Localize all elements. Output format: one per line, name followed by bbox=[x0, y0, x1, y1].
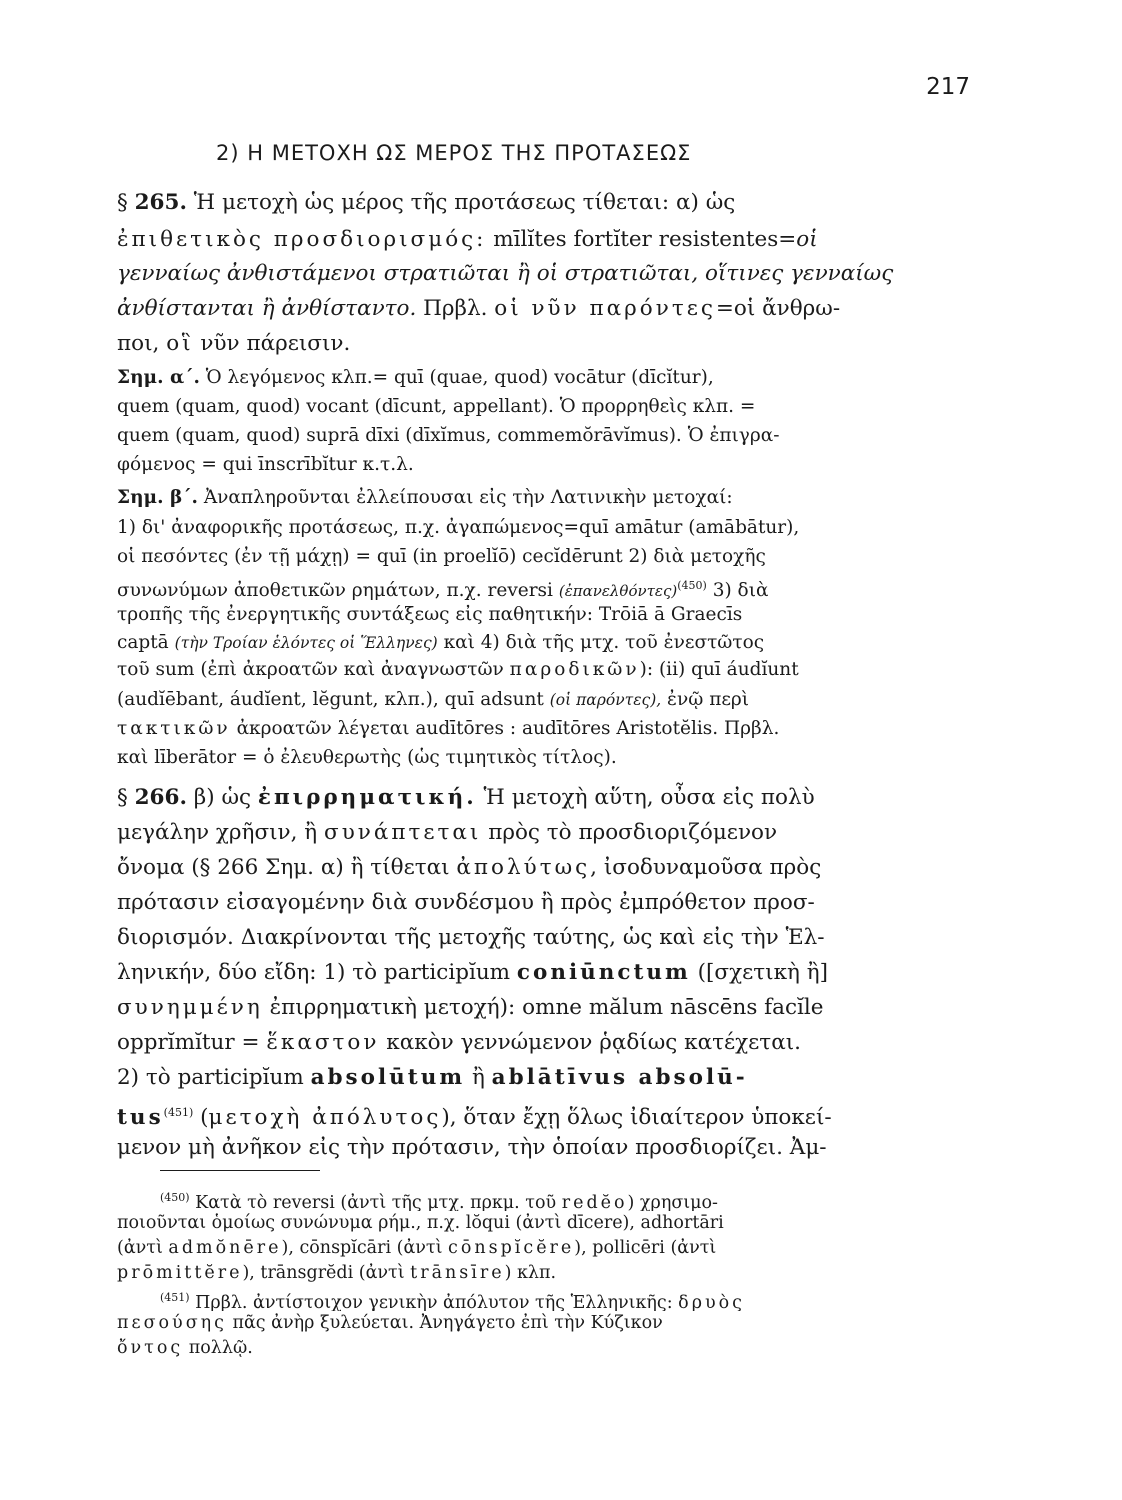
note-b-line: captā (τὴν Τροίαν ἑλόντες οἱ Ἕλληνες) καὶ 4) διὰ τῆς μτχ. τοῦ ἐνεστῶτος bbox=[117, 632, 765, 653]
note-b-line: τροπῆς τῆς ἐνεργητικῆς συντάξεως εἰς παθητικήν: Trōiā ā Graecīs bbox=[117, 604, 743, 625]
s265-line: § 265. Ἡ μετοχὴ ὡς μέρος τῆς προτάσεως τίθεται: α) ὡς bbox=[117, 190, 736, 215]
s265-line: ποι, οἳ νῦν πάρεισιν. bbox=[117, 331, 351, 356]
footnote-450-line: prōmittĕre), trānsgrĕdi (ἀντὶ trānsīre) κλπ. bbox=[117, 1263, 557, 1283]
s266-line: διορισμόν. Διακρίνονται τῆς μετοχῆς ταύτης, ὡς καὶ εἰς τὴν Ἑλ- bbox=[117, 925, 825, 950]
footnote-451-line: $^{(451)}$ Πρβλ. ἀντίστοιχον γενικὴν ἀπόλυτον τῆς Ἑλληνικῆς: δρυὸς bbox=[160, 1291, 745, 1311]
footnote-450-line: (ἀντὶ admŏnēre), cōnspĭcāri (ἀντὶ cōnspĭcĕre), pollicēri (ἀντὶ bbox=[117, 1238, 717, 1258]
s265-line: γενναίως ἀνθιστάμενοι στρατιῶται ἢ οἱ στρατιῶται, οἵτινες γενναίως bbox=[117, 261, 894, 286]
s265-line: ἀνθίστανται ἢ ἀνθίσταντο. Πρβλ. οἱ νῦν παρόντες=οἱ ἄνθρω- bbox=[117, 296, 841, 321]
note-a-line: quem (quam, quod) vocant (dīcunt, appellant). Ὁ προρρηθεὶς κλπ. = bbox=[117, 396, 756, 417]
footnote-rule bbox=[160, 1170, 320, 1171]
note-b-line: τακτικῶν ἀκροατῶν λέγεται audītōres : audītōres Aristotĕlis. Πρβλ. bbox=[117, 718, 780, 739]
note-b-line: τοῦ sum (ἐπὶ ἀκροατῶν καὶ ἀναγνωστῶν παροδικῶν): (ii) quī áudĭunt bbox=[117, 659, 799, 680]
page-number: 217 bbox=[926, 74, 970, 100]
s266-line: § 266. β) ὡς ἐπιρρηματική. Ἡ μετοχὴ αὕτη, οὖσα εἰς πολὺ bbox=[117, 785, 815, 810]
note-a-line: quem (quam, quod) suprā dīxi (dīxĭmus, commemŏrāvĭmus). Ὁ ἐπιγρα- bbox=[117, 425, 780, 446]
footnote-451-line: πεσούσης πᾶς ἀνὴρ ξυλεύεται. Ἀνηγάγετο ἐπὶ τὴν Κύζικον bbox=[117, 1313, 663, 1333]
footnote-450-line: ποιοῦνται ὁμοίως συνώνυμα ρήμ., π.χ. lŏqui (ἀντὶ dīcere), adhortāri bbox=[117, 1213, 724, 1233]
s265-line: ἐπιθετικὸς προσδιορισμός: mīlĭtes fortĭter resistentes=οἱ bbox=[117, 227, 818, 252]
note-b-line: συνωνύμων ἀποθετικῶν ρημάτων, π.χ. reversi (ἐπανελθόντες)$^{(450)}$ 3) διὰ bbox=[117, 579, 769, 600]
note-b-line: οἱ πεσόντες (ἐν τῇ μάχῃ) = quī (in proelĭō) cecĭdērunt 2) διὰ μετοχῆς bbox=[117, 546, 766, 567]
s266-line: opprĭmĭtur = ἕκαστον κακὸν γεννώμενον ῥᾳδίως κατέχεται. bbox=[117, 1030, 801, 1055]
s266-line: συνημμένη ἐπιρρηματικὴ μετοχή): omne mălum nāscēns facĭle bbox=[117, 995, 824, 1020]
note-b-line: (audĭēbant, áudĭent, lĕgunt, κλπ.), quī adsunt (οἱ παρόντες), ἐνῷ περὶ bbox=[117, 689, 750, 710]
footnote-451-line: ὄντος πολλῷ. bbox=[117, 1338, 253, 1358]
note-b-line: καὶ līberātor = ὁ ἐλευθερωτὴς (ὡς τιμητικὸς τίτλος). bbox=[117, 747, 617, 768]
s266-line: μενον μὴ ἀνῆκον εἰς τὴν πρότασιν, τὴν ὁποίαν προσδιορίζει. Ἀμ- bbox=[117, 1135, 827, 1160]
s266-line: 2) τὸ participĭum absolūtum ἢ ablātīvus absolū- bbox=[117, 1065, 748, 1090]
s266-line: πρότασιν εἰσαγομένην διὰ συνδέσμου ἢ πρὸς ἐμπρόθετον προσ- bbox=[117, 890, 815, 915]
s266-line: ὄνομα (§ 266 Σημ. α) ἢ τίθεται ἀπολύτως, ἰσοδυναμοῦσα πρὸς bbox=[117, 855, 822, 880]
s266-line: ληνικήν, δύο εἴδη: 1) τὸ participĭum coniūnctum ([σχετικὴ ἢ] bbox=[117, 960, 829, 985]
footnote-450-line: $^{(450)}$ Κατὰ τὸ reversi (ἀντὶ τῆς μτχ. πρκμ. τοῦ redĕo) χρησιμο- bbox=[160, 1191, 718, 1211]
s266-line: tus$^{(451)}$ (μετοχὴ ἀπόλυτος), ὅταν ἔχῃ ὅλως ἰδιαίτερον ὑποκεί- bbox=[117, 1105, 832, 1130]
note-a-line: Σημ. α΄. Ὁ λεγόμενος κλπ.= quī (quae, quod) vocātur (dīcĭtur), bbox=[117, 367, 714, 388]
note-a-line: φόμενος = qui īnscrībĭtur κ.τ.λ. bbox=[117, 454, 414, 475]
section-heading: 2) Η ΜΕΤΟΧΗ ΩΣ ΜΕΡΟΣ ΤΗΣ ΠΡΟΤΑΣΕΩΣ bbox=[216, 141, 692, 165]
note-b-line: Σημ. β΄. Ἀναπληροῦνται ἐλλείπουσαι εἰς τὴν Λατινικὴν μετοχαί: bbox=[117, 487, 733, 508]
s266-line: μεγάλην χρῆσιν, ἢ συνάπτεται πρὸς τὸ προσδιοριζόμενον bbox=[117, 820, 778, 845]
note-b-line: 1) δι' ἀναφορικῆς προτάσεως, π.χ. ἀγαπώμενος=quī amātur (amābātur), bbox=[117, 517, 800, 538]
